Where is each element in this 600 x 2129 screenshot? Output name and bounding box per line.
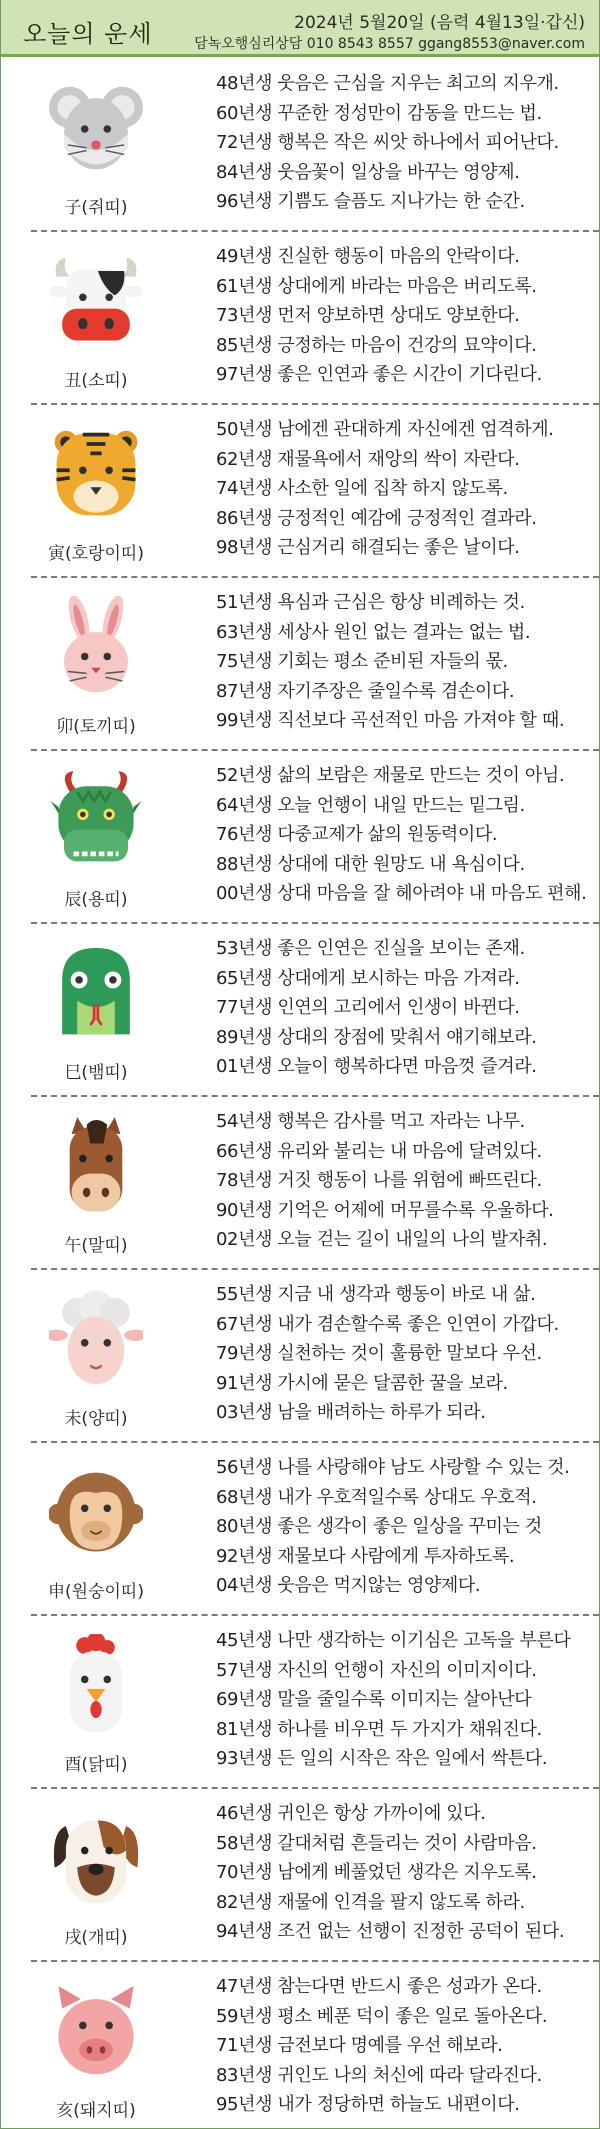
fortune-line: 65년생 상대에게 보시하는 마음 가져라.: [216, 967, 520, 989]
animal-cell: [31, 942, 161, 1092]
zodiac-label: 寅(호랑이띠): [48, 544, 144, 564]
fortune-line: 58년생 갈대처럼 흔들리는 것이 사람마음.: [216, 1832, 537, 1854]
fortune-lines: [216, 1799, 595, 1947]
fortune-line: 59년생 평소 베푼 덕이 좋은 일로 돌아온다.: [216, 2005, 548, 2027]
date-line: 2024년 5월20일 (음력 4월13일·갑신): [294, 13, 585, 33]
zodiac-label: 戌(개띠): [64, 1928, 128, 1948]
monkey-icon: [49, 1461, 143, 1565]
zodiac-entry-tiger: [1, 403, 599, 576]
zodiac-entry-sheep: [1, 1268, 599, 1441]
fortune-line: 94년생 조건 없는 선행이 진정한 공덕이 된다.: [216, 1921, 565, 1943]
fortune-line: 47년생 참는다면 반드시 좋은 성과가 온다.: [216, 1976, 542, 1997]
page-title: 오늘의 운세: [23, 20, 153, 48]
fortune-line: 62년생 재물욕에서 재앙의 싹이 자란다.: [216, 448, 520, 470]
fortune-line: 75년생 기회는 평소 준비된 자들의 몫.: [216, 651, 508, 673]
fortune-line: 51년생 욕심과 근심은 항상 비례하는 것.: [216, 592, 525, 613]
animal-cell: [31, 423, 161, 573]
rabbit-icon: [49, 596, 143, 700]
fortune-lines: [216, 761, 595, 909]
fortune-line: 50년생 남에겐 관대하게 자신에겐 엄격하게.: [216, 419, 554, 440]
fortune-line: 96년생 기쁨도 슬픔도 지나가는 한 순간.: [216, 191, 525, 213]
fortune-line: 84년생 웃음꽃이 일상을 바꾸는 영양제.: [216, 161, 520, 183]
zodiac-entry-ox: [1, 230, 599, 403]
dog-icon: [49, 1807, 143, 1911]
header-bar: [1, 0, 599, 57]
fortune-line: 78년생 거짓 행동이 나를 위험에 빠뜨린다.: [216, 1170, 542, 1192]
rat-icon: [49, 77, 143, 181]
fortune-line: 52년생 삶의 보람은 재물로 만드는 것이 아님.: [216, 765, 565, 786]
zodiac-entry-dog: [1, 1787, 599, 1960]
fortune-line: 67년생 내가 겸손할수록 좋은 인연이 가깝다.: [216, 1313, 559, 1335]
zodiac-list: [1, 57, 599, 2129]
zodiac-entry-dragon: [1, 749, 599, 922]
fortune-line: 83년생 귀인도 나의 처신에 따라 달라진다.: [216, 2064, 542, 2086]
fortune-line: 49년생 진실한 행동이 마음의 안락이다.: [216, 246, 520, 267]
horse-icon: [49, 1115, 143, 1219]
fortune-line: 88년생 상대에 대한 원망도 내 욕심이다.: [216, 853, 525, 875]
zodiac-label: 未(양띠): [64, 1409, 128, 1429]
fortune-line: 76년생 다중교제가 삶의 원동력이다.: [216, 824, 498, 846]
fortune-lines: [216, 415, 595, 563]
fortune-line: 98년생 근심거리 해결되는 좋은 날이다.: [216, 537, 520, 559]
zodiac-label: 丑(소띠): [64, 371, 128, 391]
contact-line: 담녹오행심리상담 010 8543 8557 ggang8553@naver.com: [194, 36, 585, 52]
fortune-lines: [216, 1626, 595, 1774]
fortune-line: 63년생 세상사 원인 없는 결과는 없는 법.: [216, 621, 531, 643]
fortune-line: 72년생 행복은 작은 씨앗 하나에서 피어난다.: [216, 132, 559, 154]
animal-cell: [31, 1115, 161, 1265]
dragon-icon: [49, 769, 143, 873]
zodiac-label: 亥(돼지띠): [56, 2101, 136, 2121]
zodiac-entry-horse: [1, 1095, 599, 1268]
fortune-line: 86년생 긍정적인 예감에 긍정적인 결과라.: [216, 507, 537, 529]
animal-cell: [31, 1807, 161, 1957]
fortune-line: 92년생 재물보다 사람에게 투자하도록.: [216, 1545, 515, 1567]
fortune-lines: [216, 588, 595, 736]
fortune-line: 80년생 좋은 생각이 좋은 일상을 꾸미는 것: [216, 1516, 542, 1538]
fortune-line: 64년생 오늘 언행이 내일 만드는 밑그림.: [216, 794, 525, 816]
animal-cell: [31, 1980, 161, 2129]
fortune-lines: [216, 1972, 595, 2120]
fortune-line: 03년생 남을 배려하는 하루가 되라.: [216, 1402, 486, 1424]
zodiac-label: 酉(닭띠): [64, 1755, 128, 1775]
fortune-line: 48년생 웃음은 근심을 지우는 최고의 지우개.: [216, 73, 559, 94]
zodiac-label: 巳(뱀띠): [64, 1063, 128, 1083]
fortune-line: 02년생 오늘 걷는 길이 내일의 나의 발자취.: [216, 1229, 548, 1251]
fortune-line: 85년생 긍정하는 마음이 건강의 묘약이다.: [216, 334, 537, 356]
fortune-lines: [216, 242, 595, 390]
zodiac-label: 申(원숭이띠): [48, 1582, 144, 1602]
fortune-line: 55년생 지금 내 생각과 행동이 바로 내 삶.: [216, 1284, 536, 1305]
fortune-line: 54년생 행복은 감사를 먹고 자라는 나무.: [216, 1111, 525, 1132]
zodiac-entry-rooster: [1, 1614, 599, 1787]
zodiac-entry-monkey: [1, 1441, 599, 1614]
animal-cell: [31, 1288, 161, 1438]
ox-icon: [49, 250, 143, 354]
fortune-line: 87년생 자기주장은 줄일수록 겸손이다.: [216, 680, 515, 702]
animal-cell: [31, 1634, 161, 1784]
fortune-line: 46년생 귀인은 항상 가까이에 있다.: [216, 1803, 486, 1824]
fortune-line: 70년생 남에게 베풀었던 생각은 지우도록.: [216, 1862, 537, 1884]
pig-icon: [49, 1980, 143, 2084]
fortune-line: 79년생 실천하는 것이 훌륭한 말보다 우선.: [216, 1343, 542, 1365]
zodiac-entry-pig: [1, 1960, 599, 2129]
fortune-line: 91년생 가시에 묻은 달콤한 꿀을 보라.: [216, 1372, 508, 1394]
animal-cell: [31, 1461, 161, 1611]
rooster-icon: [49, 1634, 143, 1738]
fortune-lines: [216, 934, 595, 1082]
zodiac-entry-snake: [1, 922, 599, 1095]
fortune-line: 04년생 웃음은 먹지않는 영양제다.: [216, 1575, 481, 1597]
fortune-line: 56년생 나를 사랑해야 남도 사랑할 수 있는 것.: [216, 1457, 570, 1478]
fortune-line: 93년생 든 일의 시작은 작은 일에서 싹튼다.: [216, 1748, 548, 1770]
animal-cell: [31, 250, 161, 400]
zodiac-label: 卯(토끼띠): [56, 717, 136, 737]
sheep-icon: [49, 1288, 143, 1392]
fortune-line: 01년생 오늘이 행복하다면 마음껏 즐겨라.: [216, 1056, 537, 1078]
fortune-line: 69년생 말을 줄일수록 이미지는 살아난다: [216, 1689, 532, 1711]
fortune-line: 90년생 기억은 어제에 머무를수록 우울하다.: [216, 1199, 554, 1221]
fortune-line: 81년생 하나를 비우면 두 가지가 채워진다.: [216, 1718, 542, 1740]
zodiac-entry-rat: [1, 57, 599, 230]
zodiac-label: 午(말띠): [64, 1236, 128, 1256]
fortune-line: 77년생 인연의 고리에서 인생이 바뀐다.: [216, 997, 520, 1019]
fortune-line: 68년생 내가 우호적일수록 상대도 우호적.: [216, 1486, 537, 1508]
fortune-lines: [216, 69, 595, 217]
fortune-line: 95년생 내가 정당하면 하늘도 내편이다.: [216, 2094, 520, 2116]
fortune-lines: [216, 1453, 595, 1601]
fortune-line: 71년생 금전보다 명예를 우선 해보라.: [216, 2035, 503, 2057]
fortune-line: 45년생 나만 생각하는 이기심은 고독을 부른다: [216, 1630, 571, 1651]
fortune-line: 66년생 유리와 불리는 내 마음에 달려있다.: [216, 1140, 542, 1162]
zodiac-label: 辰(용띠): [64, 890, 128, 910]
animal-cell: [31, 596, 161, 746]
fortune-line: 89년생 상대의 장점에 맞춰서 얘기해보라.: [216, 1026, 537, 1048]
fortune-line: 61년생 상대에게 바라는 마음은 버리도록.: [216, 275, 537, 297]
fortune-line: 97년생 좋은 인연과 좋은 시간이 기다린다.: [216, 364, 542, 386]
fortune-line: 00년생 상대 마음을 잘 헤아려야 내 마음도 편해.: [216, 883, 587, 905]
snake-icon: [49, 942, 143, 1046]
animal-cell: [31, 77, 161, 227]
fortune-lines: [216, 1107, 595, 1255]
fortune-line: 82년생 재물에 인격을 팔지 않도록 하라.: [216, 1891, 525, 1913]
tiger-icon: [49, 423, 143, 527]
zodiac-label: 子(쥐띠): [64, 198, 128, 218]
fortune-line: 99년생 직선보다 곡선적인 마음 가져야 할 때.: [216, 710, 565, 732]
zodiac-entry-rabbit: [1, 576, 599, 749]
fortune-line: 60년생 꾸준한 정성만이 감동을 만드는 법.: [216, 102, 542, 124]
fortune-line: 53년생 좋은 인연은 진실을 보이는 존재.: [216, 938, 525, 959]
fortune-line: 73년생 먼저 양보하면 상대도 양보한다.: [216, 305, 520, 327]
animal-cell: [31, 769, 161, 919]
fortune-line: 57년생 자신의 언행이 자신의 이미지이다.: [216, 1659, 537, 1681]
fortune-lines: [216, 1280, 595, 1428]
fortune-line: 74년생 사소한 일에 집착 하지 않도록.: [216, 478, 508, 500]
